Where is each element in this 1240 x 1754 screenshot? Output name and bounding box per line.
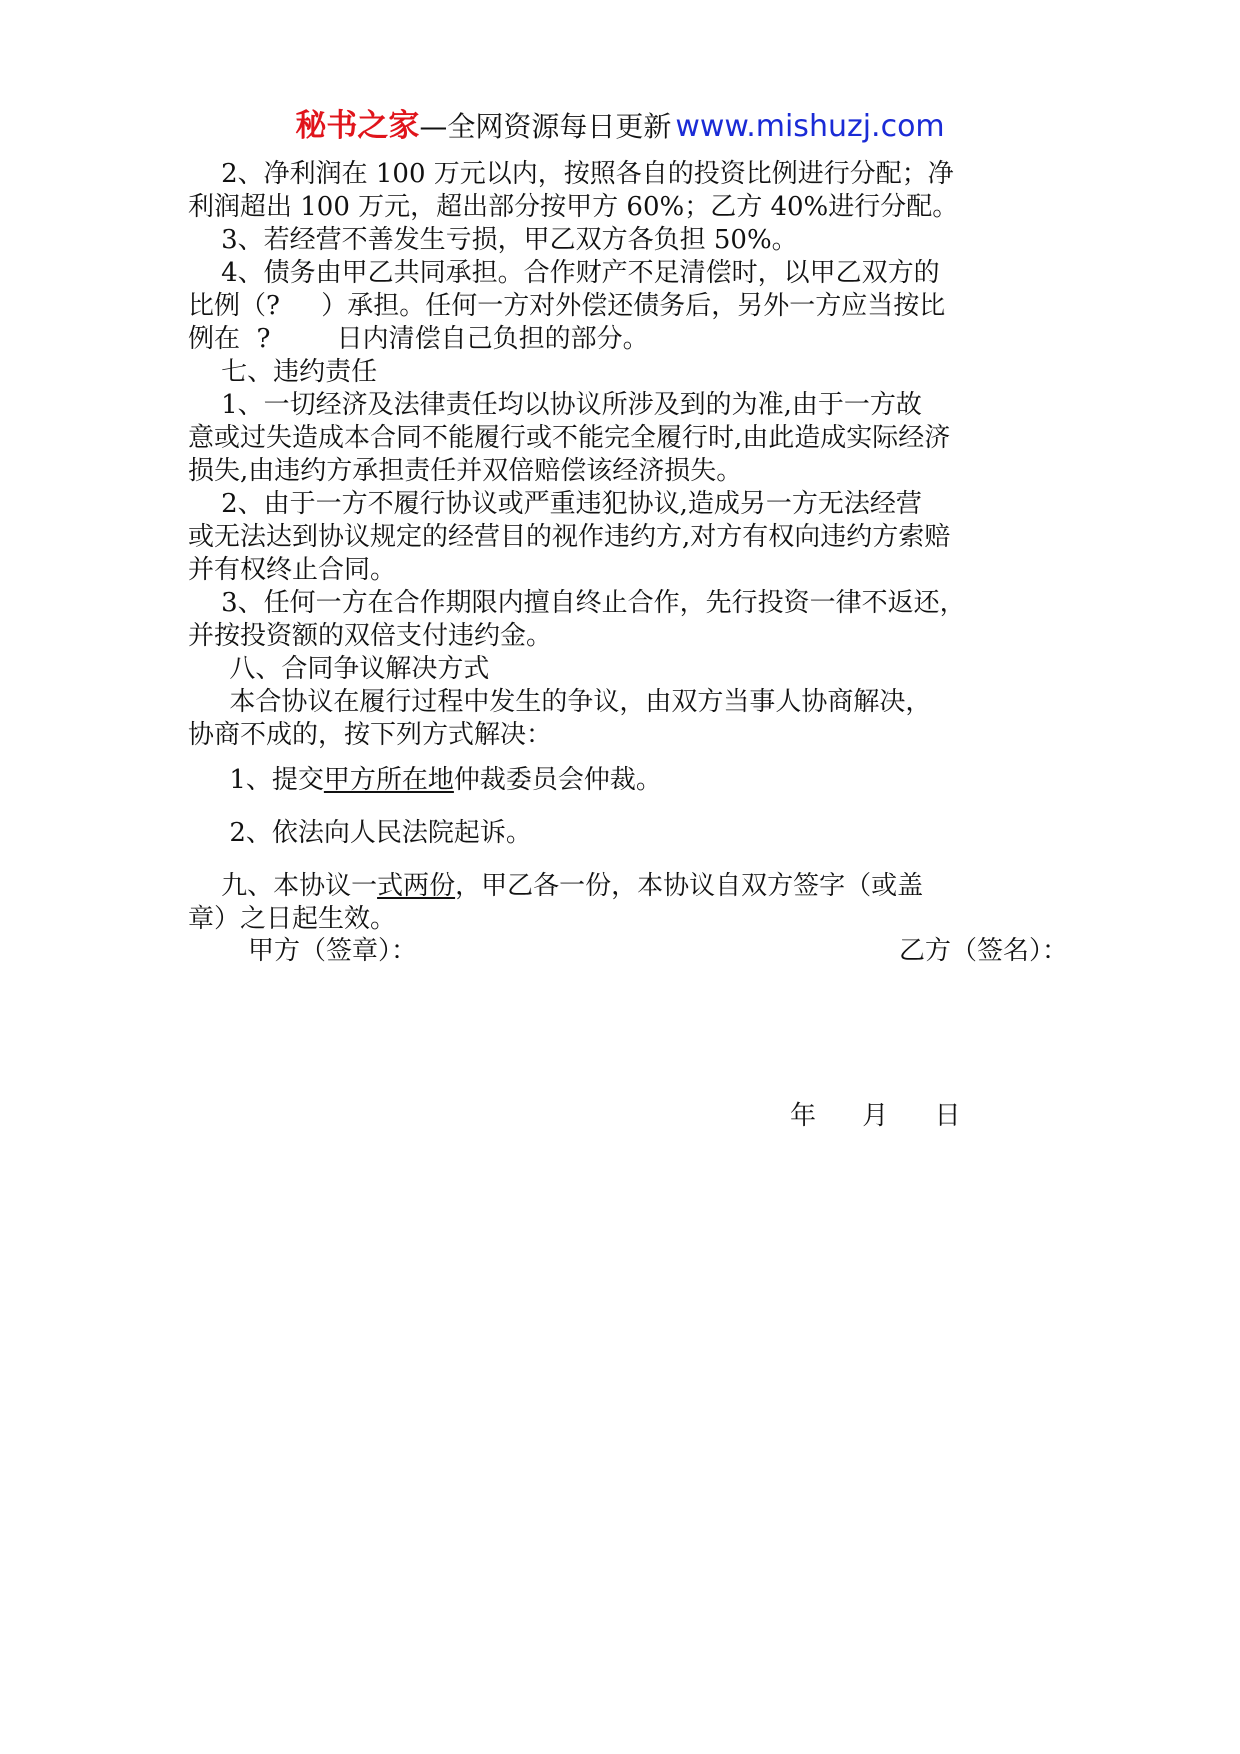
copies-count: 式两份 (377, 871, 456, 901)
clause-debt-line2: 比例（? ）承担。任何一方对外偿还债务后，另外一方应当按比 (188, 291, 946, 321)
site-url-link[interactable]: www.mishuzj.com (675, 109, 945, 144)
section-heading-dispute: 八、合同争议解决方式 (188, 654, 490, 684)
clause-copies-line2: 章）之日起生效。 (188, 904, 397, 934)
clause-arbitration (188, 764, 1068, 797)
date-month: 月 (862, 1101, 889, 1131)
party-b-signature-label: 乙方（签名）： (898, 936, 1068, 966)
clause-liability1-line1: 1、一切经济及法律责任均以协议所涉及到的为准,由于一方故 (188, 390, 922, 420)
copies-suffix: ，甲乙各一份，本协议自双方签字（或盖 (455, 871, 924, 901)
copies-prefix: 九、本协议一 (188, 871, 378, 901)
clause-dispute-line1: 本合协议在履行过程中发生的争议，由双方当事人协商解决， (188, 687, 932, 717)
clause-debt-line3: 例在 ? 日内清偿自己负担的部分。 (188, 324, 649, 354)
clause-liability2-line2: 或无法达到协议规定的经营目的视作违约方,对方有权向违约方索赔 (188, 522, 951, 552)
clause-liability3-line2: 并按投资额的双倍支付违约金。 (188, 621, 553, 651)
site-header (0, 100, 1240, 145)
clause-liability2-line3: 并有权终止合同。 (188, 555, 397, 585)
arbitration-prefix: 1、提交 (188, 765, 324, 795)
clause-litigation: 2、依法向人民法院起诉。 (188, 818, 532, 848)
clause-liability2-line1: 2、由于一方不履行协议或严重违犯协议,造成另一方无法经营 (188, 489, 922, 519)
clause-debt-line1: 4、债务由甲乙共同承担。合作财产不足清偿时，以甲乙双方的 (188, 258, 940, 288)
party-a-signature-label: 甲方（签章）： (248, 936, 418, 966)
contract-body (188, 158, 1068, 936)
arbitration-suffix: 仲裁委员会仲裁。 (453, 765, 662, 795)
clause-profit-line1: 2、净利润在 100 万元以内，按照各自的投资比例进行分配；净 (188, 159, 954, 189)
section-heading-liability: 七、违约责任 (188, 357, 378, 387)
date-line (790, 1095, 999, 1132)
clause-profit-line2: 利润超出 100 万元，超出部分按甲方 60%；乙方 40%进行分配。 (188, 192, 959, 222)
date-day: 日 (934, 1101, 961, 1131)
clause-loss: 3、若经营不善发生亏损，甲乙双方各负担 50%。 (188, 225, 798, 255)
arbitration-location: 甲方所在地 (323, 765, 454, 795)
clause-liability1-line3: 损失,由违约方承担责任并双倍赔偿该经济损失。 (188, 456, 743, 486)
clause-copies-line1 (188, 870, 1068, 903)
clause-dispute-line2: 协商不成的，按下列方式解决： (188, 720, 553, 750)
signature-row (188, 930, 1068, 970)
clause-liability3-line1: 3、任何一方在合作期限内擅自终止合作，先行投资一律不返还， (188, 588, 966, 618)
brand-name: 秘书之家 (295, 108, 420, 144)
clause-liability1-line2: 意或过失造成本合同不能履行或不能完全履行时,由此造成实际经济 (188, 423, 951, 453)
header-tagline: —全网资源每日更新 (419, 110, 672, 143)
date-year: 年 (790, 1101, 817, 1131)
